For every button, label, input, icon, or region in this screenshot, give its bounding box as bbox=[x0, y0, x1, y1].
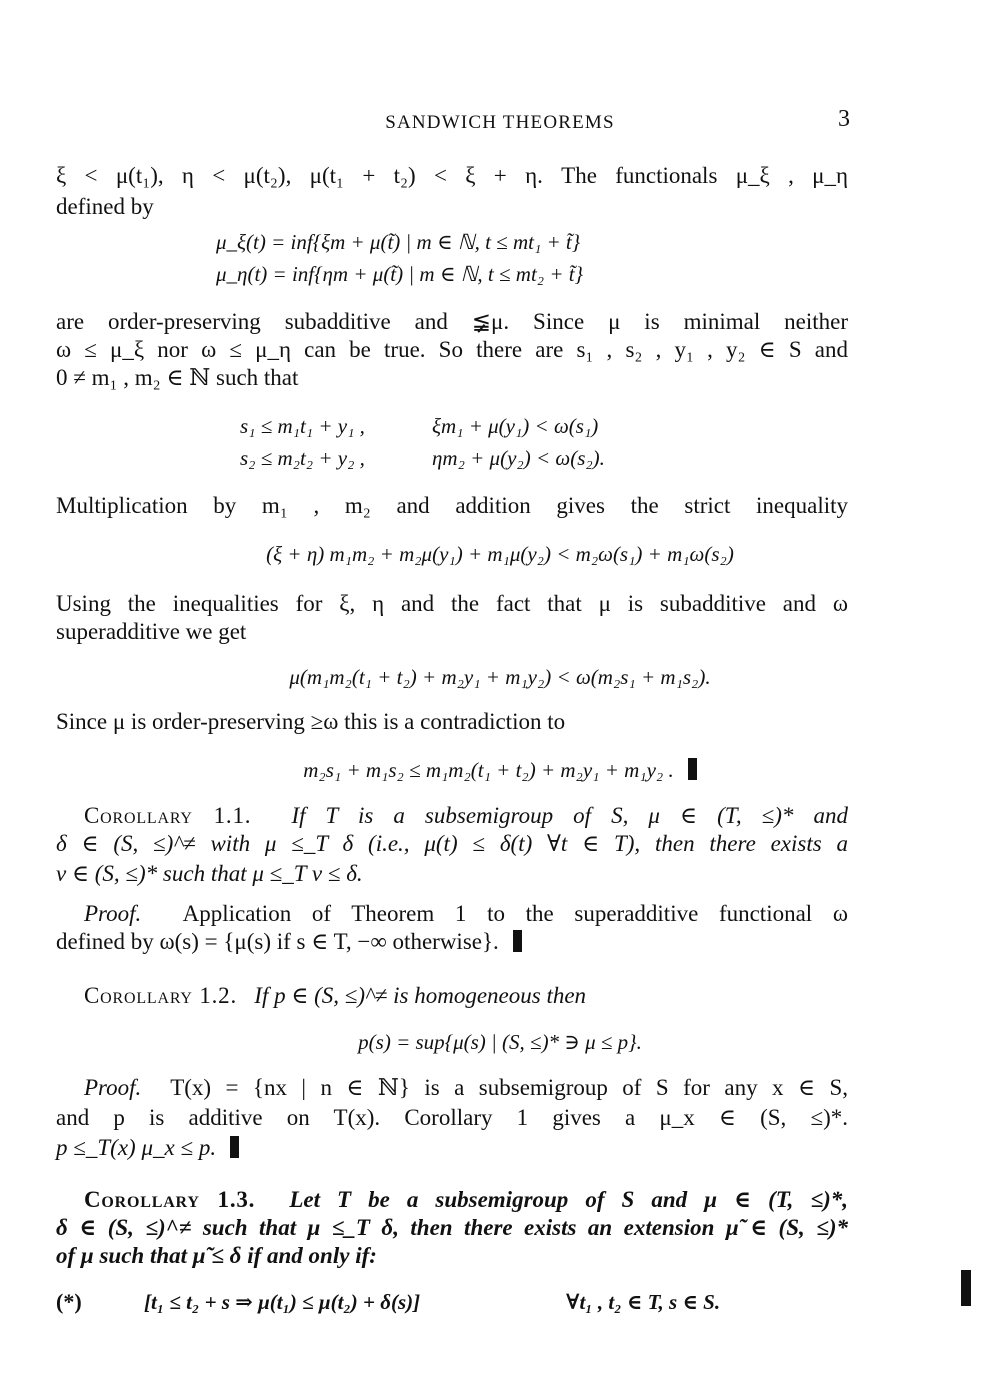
corollary-text: δ ∈ (S, ≤)^≠ such that μ ≤_T δ, then there exists an extension μ̃ ∈ (S, ≤)* bbox=[56, 1215, 848, 1240]
equation: m₂s₁ + m₁s₂ ≤ m₁m₂(t₁ + t₂) + m₂y₁ + m₁y₂ . bbox=[303, 758, 674, 782]
corollary-1-1-line bbox=[56, 802, 848, 830]
text-line: defined by bbox=[56, 194, 154, 219]
corollary-1-2-line bbox=[56, 982, 848, 1010]
proof-label: Proof. bbox=[84, 1075, 142, 1100]
running-title: SANDWICH THEOREMS bbox=[385, 112, 615, 133]
equation-label: (*) bbox=[56, 1289, 82, 1314]
proof-text: defined by ω(s) = {μ(s) if s ∈ T, −∞ otherwise}. bbox=[56, 929, 499, 954]
equation: μ_η(t) = inf{ηm + μ(t̃) | m ∈ ℕ, t ≤ mt₂ + t̃} bbox=[216, 262, 583, 286]
text-line: Since μ is order-preserving ≥ω this is a contradiction to bbox=[56, 709, 566, 734]
corollary-text: δ ∈ (S, ≤)^≠ with μ ≤_T δ (i.e., μ(t) ≤ δ(t) ∀t ∈ T), then there exists a bbox=[56, 831, 848, 856]
text-line: ξ < μ(t₁), η < μ(t₂), μ(t₁ + t₂) < ξ + η. The functionals μ_ξ , μ_η bbox=[56, 163, 848, 188]
corollary-1-3-line bbox=[56, 1186, 848, 1214]
equation: μ_ξ(t) = inf{ξm + μ(t̃) | m ∈ ℕ, t ≤ mt₁ + t̃} bbox=[216, 230, 581, 254]
equation: μ(m₁m₂(t₁ + t₂) + m₂y₁ + m₁y₂) < ω(m₂s₁ + m₁s₂). bbox=[289, 665, 711, 689]
proof-line bbox=[56, 928, 848, 956]
proof-text: p ≤_T(x) μ_x ≤ p. bbox=[56, 1135, 217, 1160]
proof-line bbox=[56, 900, 848, 928]
equation: s₂ ≤ m₂t₂ + y₂ , bbox=[240, 446, 365, 470]
corollary-label: Corollary 1.1. bbox=[84, 803, 252, 828]
equation-quantifier: ∀t₁ , t₂ ∈ T, s ∈ S. bbox=[566, 1290, 721, 1314]
qed-mark bbox=[230, 1136, 239, 1158]
equation: (ξ + η) m₁m₂ + m₂μ(y₁) + m₁μ(y₂) < m₂ω(s₁) + m₁ω(s₂) bbox=[266, 542, 734, 566]
corollary-text: If p ∈ (S, ≤)^≠ is homogeneous then bbox=[254, 983, 587, 1008]
corollary-text: Let T be a subsemigroup of S and μ ∈ (T, ≤)*, bbox=[289, 1187, 849, 1212]
text-line: 0 ≠ m₁ , m₂ ∈ ℕ such that bbox=[56, 365, 299, 390]
corollary-text: of μ such that μ̃ ≤ δ if and only if: bbox=[56, 1243, 377, 1268]
proof-line bbox=[56, 1074, 848, 1102]
proof-line bbox=[56, 1134, 848, 1162]
text-line: ω ≤ μ_ξ nor ω ≤ μ_η can be true. So there are s₁ , s₂ , y₁ , y₂ ∈ S and bbox=[56, 337, 848, 362]
corollary-text: ν ∈ (S, ≤)* such that μ ≤_T ν ≤ δ. bbox=[56, 861, 363, 886]
qed-mark bbox=[513, 930, 522, 952]
equation: ξm₁ + μ(y₁) < ω(s₁) bbox=[432, 414, 599, 438]
qed-mark bbox=[688, 758, 697, 780]
proof-label: Proof. bbox=[84, 901, 142, 926]
corollary-label: Corollary 1.3. bbox=[84, 1187, 256, 1212]
page-number: 3 bbox=[838, 106, 850, 132]
equation: s₁ ≤ m₁t₁ + y₁ , bbox=[240, 414, 365, 438]
equation-with-qed bbox=[0, 756, 1000, 784]
text-line: superadditive we get bbox=[56, 619, 247, 644]
margin-mark bbox=[961, 1270, 971, 1306]
text-line: Multiplication by m₁ , m₂ and addition gives the strict inequality bbox=[56, 493, 848, 518]
proof-text: and p is additive on T(x). Corollary 1 gives a μ_x ∈ (S, ≤)*. bbox=[56, 1105, 848, 1130]
equation: p(s) = sup{μ(s) | (S, ≤)* ∋ μ ≤ p}. bbox=[358, 1030, 642, 1054]
corollary-label: Corollary 1.2. bbox=[84, 983, 238, 1008]
proof-text: T(x) = {nx | n ∈ ℕ} is a subsemigroup of S for any x ∈ S, bbox=[170, 1075, 848, 1100]
text-line: are order-preserving subadditive and ≨μ. Since μ is minimal neither bbox=[56, 309, 848, 334]
equation: [t₁ ≤ t₂ + s ⇒ μ(t₁) ≤ μ(t₂) + δ(s)] bbox=[144, 1290, 421, 1314]
proof-text: Application of Theorem 1 to the superadditive functional ω bbox=[182, 901, 848, 926]
corollary-text: If T is a subsemigroup of S, μ ∈ (T, ≤)* and bbox=[291, 803, 848, 828]
text-line: Using the inequalities for ξ, η and the fact that μ is subadditive and ω bbox=[56, 591, 848, 616]
equation: ηm₂ + μ(y₂) < ω(s₂). bbox=[432, 446, 605, 470]
